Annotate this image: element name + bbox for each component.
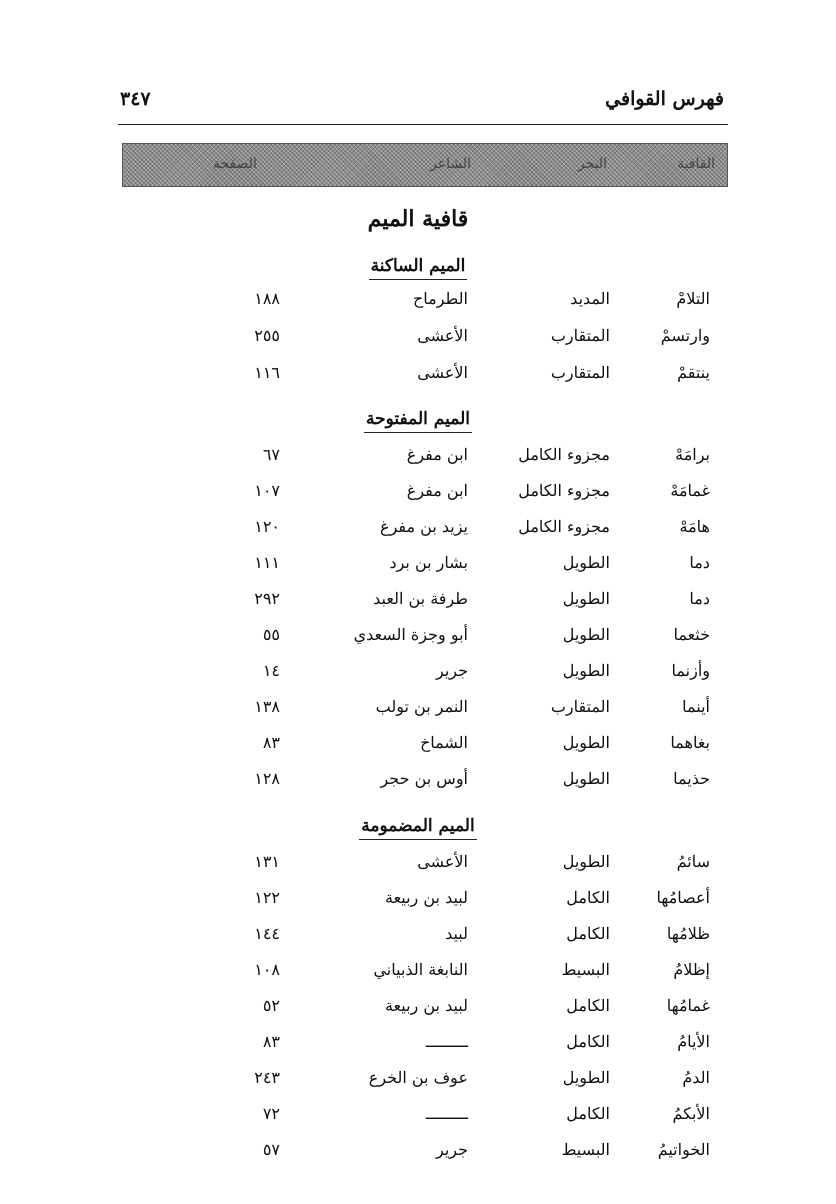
poet-cell: عوف بن الخرع (368, 1068, 468, 1087)
section-title-text: الميم المضمومة (359, 816, 476, 840)
page-cell: ٢٥٥ (254, 326, 280, 345)
list-item (118, 697, 718, 727)
list-item (118, 1068, 718, 1098)
rhyme-cell: غمامَهْ (670, 481, 710, 500)
meter-cell: الطويل (562, 589, 610, 608)
meter-cell: البسيط (561, 1140, 610, 1159)
page-cell: ١٨٨ (254, 289, 280, 308)
poet-cell: طرفة بن العبد (373, 589, 468, 608)
rhyme-cell: دما (689, 589, 710, 608)
chapter-title-text: قافية الميم (367, 206, 469, 232)
page-cell: ١٢٠ (254, 517, 280, 536)
rhyme-cell: بغاهما (670, 733, 710, 752)
section-title-text: الميم المفتوحة (364, 409, 472, 433)
rhyme-cell: دما (689, 553, 710, 572)
page-cell: ٨٣ (262, 1032, 280, 1051)
rhyme-cell: حذيما (673, 769, 710, 788)
list-item (118, 661, 718, 691)
rhyme-cell: هامَهْ (679, 517, 710, 536)
rhyme-cell: سائمُ (676, 852, 710, 871)
poet-cell: أبو وجزة السعدي (353, 625, 468, 644)
page-cell: ١٠٨ (254, 960, 280, 979)
section-title (0, 816, 836, 836)
column-header-rhyme: القافية (677, 156, 715, 172)
chapter-title (0, 206, 836, 232)
page-cell: ١٣٨ (254, 697, 280, 716)
rhyme-cell: التلامْ (676, 289, 710, 308)
meter-cell: الطويل (562, 733, 610, 752)
poet-cell: يزيد بن مفرغ (380, 517, 468, 536)
rhyme-cell: خثعما (673, 625, 710, 644)
column-header-page: الصفحة (213, 156, 257, 172)
poet-cell: ـــــــــ (425, 1104, 468, 1123)
rhyme-cell: ظلامُها (666, 924, 710, 943)
page-cell: ١٠٧ (254, 481, 280, 500)
page-header (118, 88, 728, 125)
page-number: ٣٤٧ (120, 88, 151, 110)
section-title (0, 256, 836, 276)
rhyme-cell: أينما (682, 697, 710, 716)
page-cell: ٥٢ (262, 996, 280, 1015)
poet-cell: النمر بن تولب (375, 697, 468, 716)
poet-cell: بشار بن برد (389, 553, 468, 572)
list-item (118, 589, 718, 619)
page-cell: ١٣١ (254, 852, 280, 871)
page-cell: ٢٩٢ (254, 589, 280, 608)
rhyme-cell: ينتقمْ (677, 363, 710, 382)
rhyme-cell: الأيامُ (677, 1032, 710, 1051)
poet-cell: الأعشى (417, 852, 468, 871)
page-cell: ١١١ (254, 553, 280, 572)
poet-cell: النابغة الذبياني (373, 960, 468, 979)
rhyme-cell: وارتسمْ (660, 326, 710, 345)
poet-cell: الشماخ (419, 733, 468, 752)
page-cell: ٥٧ (262, 1140, 280, 1159)
poet-cell: جرير (436, 1140, 468, 1159)
list-item (118, 769, 718, 799)
column-header-poet: الشاعر (430, 156, 471, 172)
table-header-band (122, 143, 728, 187)
page-cell: ١٤٤ (254, 924, 280, 943)
meter-cell: المتقارب (550, 697, 610, 716)
page-cell: ٦٧ (262, 445, 280, 464)
meter-cell: الكامل (566, 1032, 610, 1051)
list-item (118, 924, 718, 954)
list-item (118, 481, 718, 511)
page-cell: ٧٢ (262, 1104, 280, 1123)
list-item (118, 996, 718, 1026)
meter-cell: الطويل (562, 852, 610, 871)
list-item (118, 625, 718, 655)
meter-cell: الطويل (562, 661, 610, 680)
list-item (118, 1140, 718, 1170)
poet-cell: لبيد بن ربيعة (384, 996, 468, 1015)
poet-cell: الأعشى (417, 326, 468, 345)
meter-cell: المديد (570, 289, 610, 308)
rhyme-cell: وأزنما (671, 661, 710, 680)
list-item (118, 553, 718, 583)
section-title (0, 409, 836, 429)
meter-cell: مجزوء الكامل (518, 445, 610, 464)
poet-cell: الطرماح (412, 289, 468, 308)
page-cell: ٢٤٣ (254, 1068, 280, 1087)
list-item (118, 289, 718, 319)
page-cell: ٥٥ (262, 625, 280, 644)
meter-cell: الكامل (566, 888, 610, 907)
poet-cell: ـــــــــ (425, 1032, 468, 1051)
poet-cell: أوس بن حجر (380, 769, 468, 788)
poet-cell: ابن مفرغ (406, 481, 468, 500)
page-cell: ١٢٨ (254, 769, 280, 788)
meter-cell: المتقارب (550, 326, 610, 345)
page-cell: ١١٦ (254, 363, 280, 382)
meter-cell: الكامل (566, 996, 610, 1015)
running-title: فهرس القوافي (605, 88, 724, 110)
meter-cell: الطويل (562, 625, 610, 644)
rhyme-cell: برامَهْ (675, 445, 710, 464)
poet-cell: لبيد (445, 924, 468, 943)
meter-cell: الكامل (566, 1104, 610, 1123)
rhyme-cell: الدمُ (682, 1068, 710, 1087)
poet-cell: الأعشى (417, 363, 468, 382)
rhyme-cell: الأبكمُ (672, 1104, 710, 1123)
meter-cell: الطويل (562, 553, 610, 572)
list-item (118, 1104, 718, 1134)
list-item (118, 852, 718, 882)
meter-cell: الكامل (566, 924, 610, 943)
meter-cell: المتقارب (550, 363, 610, 382)
rhyme-cell: إظلامُ (673, 960, 710, 979)
page-cell: ٨٣ (262, 733, 280, 752)
column-header-meter: البحر (577, 156, 607, 172)
poet-cell: جرير (436, 661, 468, 680)
page-cell: ١٤ (262, 661, 280, 680)
poet-cell: لبيد بن ربيعة (384, 888, 468, 907)
list-item (118, 733, 718, 763)
rhyme-cell: أعصامُها (656, 888, 710, 907)
list-item (118, 445, 718, 475)
page-cell: ١٢٢ (254, 888, 280, 907)
rhyme-cell: الخواتيمُ (657, 1140, 710, 1159)
list-item (118, 888, 718, 918)
meter-cell: مجزوء الكامل (518, 517, 610, 536)
list-item (118, 960, 718, 990)
list-item (118, 326, 718, 356)
rhyme-cell: غمامُها (666, 996, 710, 1015)
section-title-text: الميم الساكنة (369, 256, 468, 280)
list-item (118, 363, 718, 393)
meter-cell: البسيط (561, 960, 610, 979)
meter-cell: الطويل (562, 1068, 610, 1087)
list-item (118, 1032, 718, 1062)
meter-cell: الطويل (562, 769, 610, 788)
poet-cell: ابن مفرغ (406, 445, 468, 464)
meter-cell: مجزوء الكامل (518, 481, 610, 500)
list-item (118, 517, 718, 547)
